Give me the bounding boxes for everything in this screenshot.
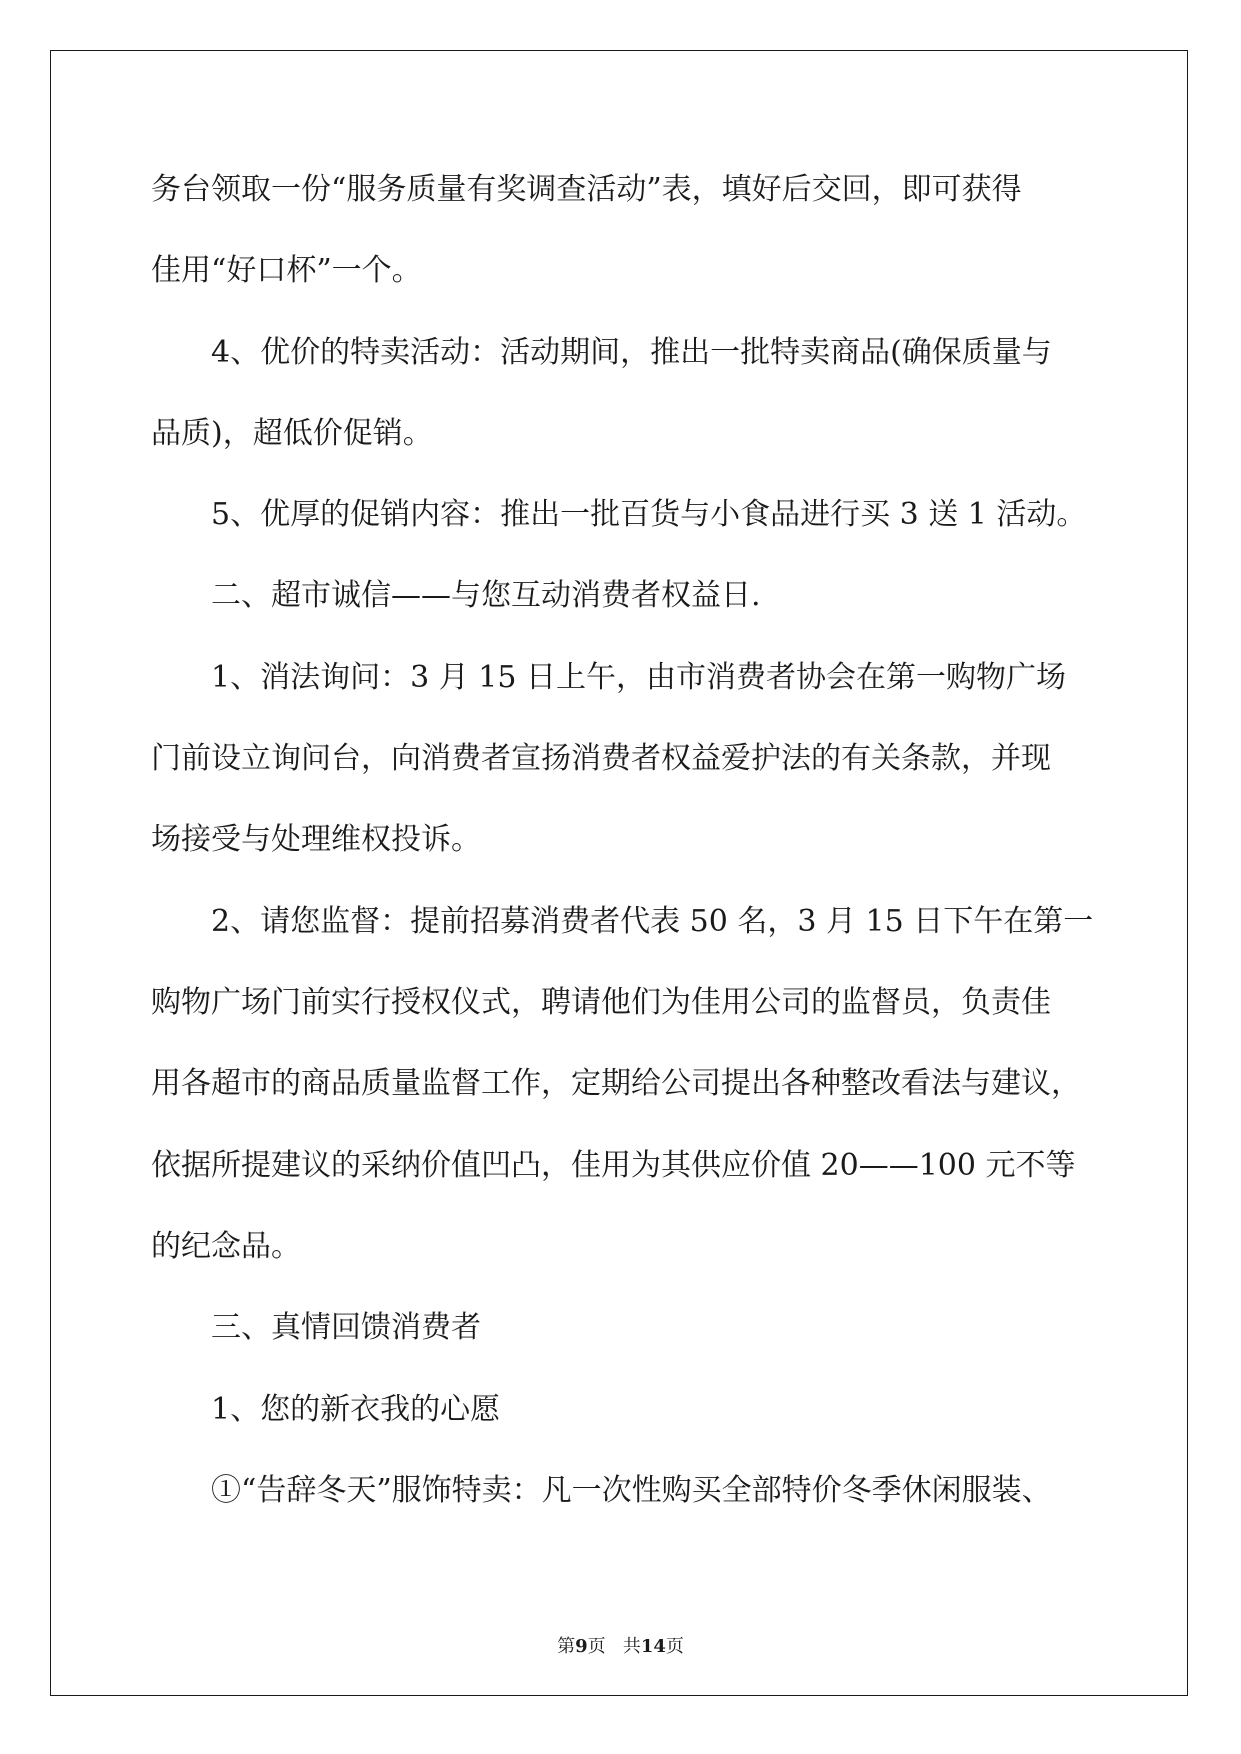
total-suffix: 页 bbox=[665, 1636, 684, 1657]
body-line-11: 购物广场门前实行授权仪式，聘请他们为佳用公司的监督员，负责佳 bbox=[151, 985, 1051, 1020]
body-line-10: 2、请您监督：提前招募消费者代表 50 名，3 月 15 日下午在第一 bbox=[151, 904, 1094, 939]
page-border bbox=[50, 50, 1188, 1696]
body-line-8: 门前设立询问台，向消费者宣扬消费者权益爱护法的有关条款，并现 bbox=[151, 741, 1051, 776]
body-line-3: 4、优价的特卖活动：活动期间，推出一批特卖商品(确保质量与 bbox=[151, 335, 1052, 370]
body-line-5: 5、优厚的促销内容：推出一批百货与小食品进行买 3 送 1 活动。 bbox=[151, 497, 1087, 532]
total-prefix: 共 bbox=[622, 1636, 641, 1657]
total-pages: 14 bbox=[640, 1636, 666, 1657]
page-number: 9 bbox=[575, 1636, 588, 1657]
page-footer bbox=[0, 1632, 1241, 1658]
body-line-13: 依据所提建议的采纳价值凹凸，佳用为其供应价值 20——100 元不等 bbox=[151, 1148, 1076, 1183]
body-line-17: ①“告辞冬天”服饰特卖：凡一次性购买全部特价冬季休闲服装、 bbox=[151, 1473, 1052, 1508]
body-line-12: 用各超市的商品质量监督工作，定期给公司提出各种整改看法与建议， bbox=[151, 1066, 1081, 1101]
body-line-2: 佳用“好口杯”一个。 bbox=[151, 253, 422, 288]
page-prefix: 第 bbox=[557, 1636, 576, 1657]
body-line-1: 务台领取一份“服务质量有奖调查活动”表，填好后交回，即可获得 bbox=[151, 172, 1022, 207]
body-line-9: 场接受与处理维权投诉。 bbox=[151, 822, 481, 857]
body-line-4: 品质)，超低价促销。 bbox=[151, 416, 433, 451]
body-line-6: 二、超市诚信——与您互动消费者权益日. bbox=[151, 578, 761, 613]
body-line-16: 1、您的新衣我的心愿 bbox=[151, 1392, 501, 1427]
body-line-7: 1、消法询问：3 月 15 日上午，由市消费者协会在第一购物广场 bbox=[151, 660, 1066, 695]
page-suffix: 页 bbox=[587, 1636, 606, 1657]
body-line-14: 的纪念品。 bbox=[151, 1229, 301, 1264]
body-line-15: 三、真情回馈消费者 bbox=[151, 1310, 481, 1345]
